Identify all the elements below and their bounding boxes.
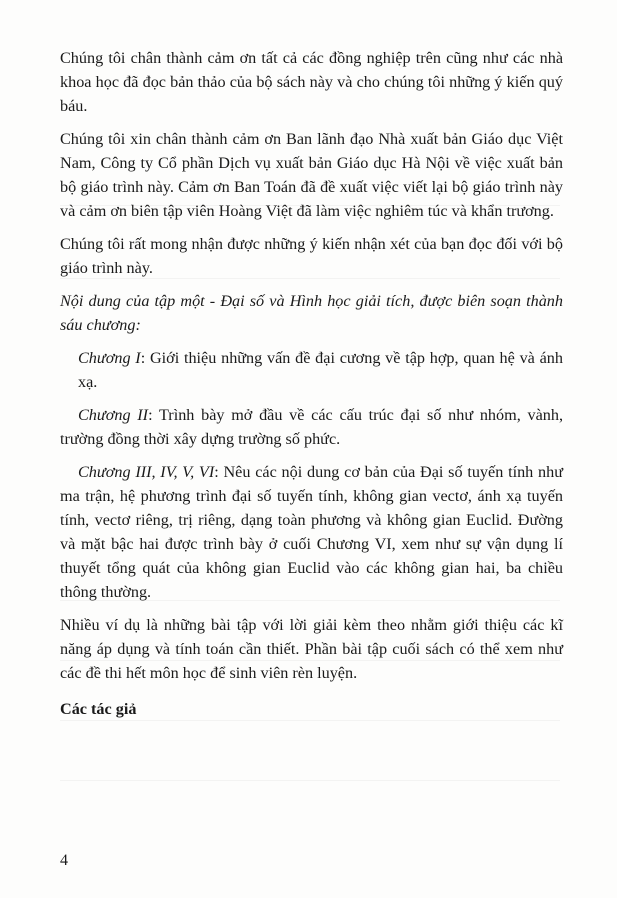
chapter-3-6-text: : Nêu các nội dung cơ bản của Đại số tuyến tính như ma trận, hệ phương trình đại số tuyến tính, không gian vectơ, ánh xạ tuyến tính, vectơ riêng, trị riêng, dạng toàn phương và không gian Euclid. Đường và mặt bậc hai được trình bày ở cuối Chương VI, xem như sự vận dụng lí thuyết tổng quát của không gian Euclid vào các không gian hai, ba chiều thông thường.	[60, 463, 563, 601]
chapter-3-6-label: Chương III, IV, V, VI	[78, 463, 215, 481]
page-number: 4	[60, 852, 68, 869]
paragraph-text: Nhiều ví dụ là những bài tập với lời giải kèm theo nhằm giới thiệu các kĩ năng áp dụng và tính toán cần thiết. Phần bài tập cuối sách có thể xem như các đề thi hết môn học để sinh viên rèn luyện.	[60, 616, 563, 682]
paragraph-text: Chúng tôi rất mong nhận được những ý kiến nhận xét của bạn đọc đối với bộ giáo trình này.	[60, 235, 563, 277]
chapter-1-summary	[60, 346, 563, 394]
paragraph-text: Chúng tôi chân thành cảm ơn tất cả các đồng nghiệp trên cũng như các nhà khoa học đã đọc bản thảo của bộ sách này và cho chúng tôi những ý kiến quý báu.	[60, 49, 563, 115]
paragraph-volume-contents	[60, 289, 563, 337]
chapter-2-summary	[60, 403, 563, 451]
chapter-3-6-summary	[60, 460, 563, 604]
chapter-1-label: Chương I	[78, 349, 141, 367]
paragraph-examples	[60, 613, 563, 685]
chapter-2-label: Chương II	[78, 406, 149, 424]
chapter-1-text: : Giới thiệu những vấn đề đại cương về tập hợp, quan hệ và ánh xạ.	[78, 349, 563, 391]
paragraph-feedback-request	[60, 232, 563, 280]
paragraph-acknowledgement-publisher	[60, 127, 563, 223]
body-text	[60, 46, 563, 730]
paragraph-text: Chúng tôi xin chân thành cảm ơn Ban lãnh đạo Nhà xuất bản Giáo dục Việt Nam, Công ty Cổ phần Dịch vụ xuất bản Giáo dục Hà Nội về việc xuất bản bộ giáo trình này. Cảm ơn Ban Toán đã đề xuất việc viết lại bộ giáo trình này và cảm ơn biên tập viên Hoàng Việt đã làm việc nghiêm túc và khẩn trương.	[60, 130, 563, 220]
bleed-through-line	[60, 780, 560, 781]
paragraph-text: Nội dung của tập một - Đại số và Hình học giải tích, được biên soạn thành sáu chương:	[60, 292, 563, 334]
chapter-2-text: : Trình bày mở đầu về các cấu trúc đại số như nhóm, vành, trường đồng thời xây dựng trường số phức.	[60, 406, 563, 448]
authors-signature: Các tác giả	[60, 700, 137, 718]
paragraph-acknowledgement-colleagues	[60, 46, 563, 118]
